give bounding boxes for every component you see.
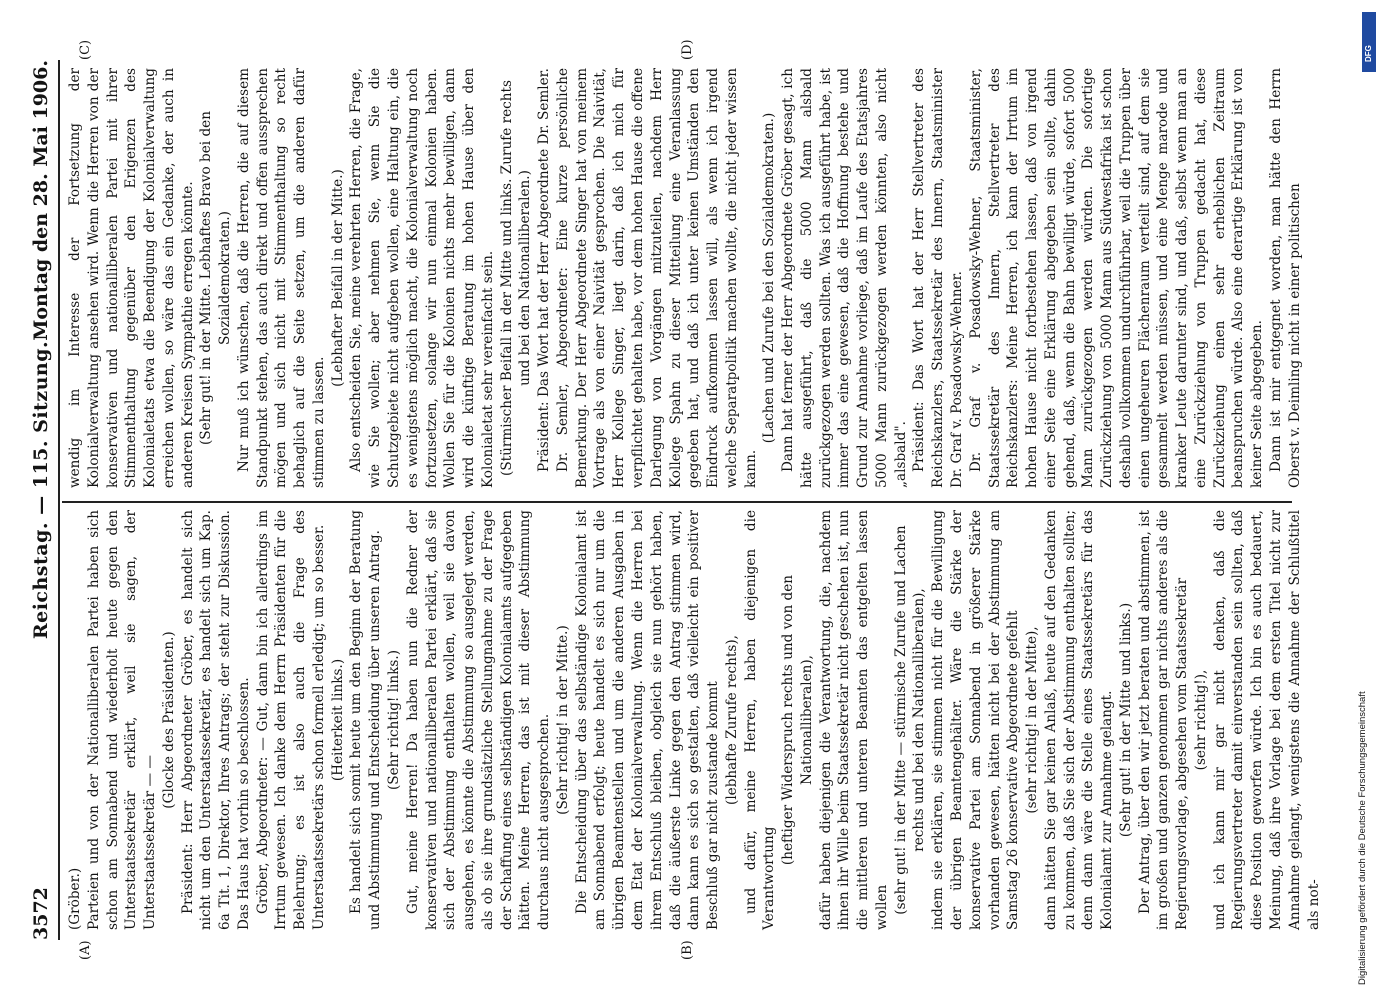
paragraph: und dafür, meine Herren, haben diejenigen die Verantwortung <box>742 510 778 930</box>
paragraph: Präsident: Das Wort hat der Herr Stellvertreter des Reichskanzlers, Staatssekretär des Innern, Staatsminister Dr. Graf v. Posadowsky-Wehner. <box>911 68 965 488</box>
stage-direction: (Sehr gut! in der Mitte. Lebhaftes Bravo bei den Sozialdemokraten.) <box>198 111 234 445</box>
margin-marker-a: (A) <box>78 940 93 960</box>
margin-marker-c: (C) <box>78 39 93 60</box>
stage-direction: (Lebhafter Beifall in der Mitte.) <box>329 169 346 387</box>
paragraph: Also entscheiden Sie, meine verehrten Herren, die Frage, wie Sie wollen; aber nehmen Sie, wenn Sie die Schutzgebiete nicht aufgeben wollen, eine Haltung ein, die es wenigstens möglich macht, die Kolonialverwaltung noch fortzusetzen, solange wir nun einmal Kolonien haben. Wollen Sie für die Kolonien nichts mehr bewilligen, dann wird die künftige Beratung im hohen Hause über den Kolonialetat sehr vereinfacht sein. <box>348 68 496 488</box>
speaker-tag: (Gröber.) <box>67 867 83 930</box>
paragraph: dafür haben diejenigen die Verantwortung, die, nachdem ihnen ihr Wille beim Staatssekretär nicht geschehen ist, nun die mittleren und unteren Beamten das entgelten lassen wollen <box>817 510 890 930</box>
paragraph: wendig im Interesse der Fortsetzung der Kolonialverwaltung ansehen wird. Wenn die Herren von der konservativen und nationalliberalen Partei mit ihrer Stimmenthaltung gegenüber den Erigenzen des Kolonialetats etwa die Beendigung der Kolonialverwaltung erreichen wollen, so wäre das ein Gedanke, der auch in anderen Kreisen Sympathie erregen könnte. <box>67 68 196 488</box>
paragraph: Präsident: Das Wort hat der Herr Abgeordnete Dr. Semler. <box>536 68 553 472</box>
paragraph: Dann hat ferner der Herr Abgeordnete Gröber gesagt, ich hätte ausgeführt, daß die 5000 Mann alsbald zurückgezogen werden sollten. Was ich ausgeführt habe, ist immer das eine gewesen, daß die Hoffnung bestehe und Grund zur Annahme vorliege, daß im Laufe des Etatsjahres 5000 Mann zurückgezogen werden könnten, also nicht „alsbald". <box>780 68 909 488</box>
paragraph: Nur muß ich wünschen, daß die Herren, die auf diesem Standpunkt stehen, das auch direkt und offen aussprechen mögen und sich nicht mit Stimmenthaltung so recht behaglich auf die Seite setzen, um die anderen dafür stimmen zu lassen. <box>235 68 327 488</box>
page-header <box>22 60 58 940</box>
paragraph: Gut, meine Herren! Da haben nun die Redner der konservativen und nationalliberalen Partei erklärt, daß sie sich der Abstimmung enthalten wollen, weil sie davon ausgehen, es könnte die Abstimmung so ausgelegt werden, als ob sie ihre grundsätzliche Stellungnahme zu der Frage der Schaffung eines selbständigen Kolonialamts aufgegeben hätten. Meine Herren, das ist mit dieser Abstimmung durchaus nicht ausgesprochen. <box>404 510 553 930</box>
digitization-credit <box>1357 95 1377 995</box>
stage-direction: (Sehr gut! in der Mitte und links.) <box>1117 602 1134 838</box>
dfg-logo <box>1362 12 1376 72</box>
stage-direction: (Stürmischer Beifall in der Mitte und links. Zurufe rechts und bei den Nationalliberalen.) <box>498 80 534 476</box>
paragraph: Gröber, Abgeordneter: — Gut, dann bin ich allerdings im Irrtum gewesen. Ich danke dem Herrn Präsidenten für die Belehrung; es ist also auch die Frage des Unterstaatssekretärs schon formell erledigt; um so besser. <box>254 510 327 930</box>
stage-direction: (heftiger Widerspruch rechts und von den Nationalliberalen), <box>780 574 815 866</box>
column-divider <box>62 502 1292 504</box>
paragraph: Präsident: Herr Abgeordneter Gröber, es handelt sich nicht um den Unterstaatssekretär, es handelt sich um Kap. 6a Tit. 1, Direktor, Ihres Antrags; der steht zur Diskussion. Das Haus hat vorhin so beschlossen. <box>179 510 252 930</box>
margin-marker-b: (B) <box>680 940 695 960</box>
stage-direction: (sehr gut! in der Mitte — stürmische Zurufe und Lachen rechts und bei den Nationalliberalen), <box>892 525 928 915</box>
stage-direction: (Sehr richtig! links.) <box>386 649 403 791</box>
stage-direction: (sehr richtig! in der Mitte), <box>1024 626 1041 814</box>
stage-direction: (lebhafte Zurufe rechts), <box>723 635 740 805</box>
paragraph: und ich kann mir gar nicht denken, daß die Regierungsvertreter damit einverstanden sein sollten, daß diese Position geworfen würde. Ich bin es auch bedauert, Meinung, daß ihre Vorlage bei dem ersten Titel nicht zur Annahme gelangt, wenigstens die Annahme der Schlußtitel als not- <box>1211 510 1322 930</box>
stage-direction: (Lachen und Zurufe bei den Sozialdemokraten.) <box>761 112 778 444</box>
left-column <box>66 510 1323 930</box>
right-column <box>66 68 1305 488</box>
paragraph: Dr. Graf v. Posadowsky-Wehner, Staatsminister, Staatssekretär des Innern, Stellvertreter des Reichskanzlers: Meine Herren, ich kann der Irrtum im hohen Hause nicht fortbestehen lassen, daß von irgend einer Seite eine Erklärung abgegeben sein sollte, dahin gehend, daß, wenn die Bahn bewilligt würde, sofort 5000 Mann zurückgezogen werden würden. Die sofortige Zurückziehung von 5000 Mann aus Südwestafrika ist schon deshalb vollkommen undurchführbar, weil die Truppen über einen ungeheuren Flächenraum verteilt sind, auf dem sie gesammelt werden müssen, und eine Menge marode und kranker Leute darunter sind, und daß, selbst wenn man an eine Zurückziehung von Truppen gedacht hat, diese Zurückziehung einen sehr erheblichen Zeitraum beanspruchen würde. Also eine derartige Erklärung ist von keiner Seite abgegeben. <box>967 68 1266 488</box>
paragraph: Dann ist mir entgegnet worden, man hätte den Herrn Oberst v. Deimling nicht in einer politischen <box>1268 68 1303 488</box>
page-number: 3572 <box>30 887 52 940</box>
header-rule <box>58 60 60 940</box>
session-date: Montag den 28. Mai 1906. <box>30 60 52 341</box>
paragraph: indem sie erklären, sie stimmen nicht für die Bewilligung der übrigen Beamtengehälter. Wäre die Stärke der konservative Partei am Sonnabend in größerer Stärke vorhanden gewesen, hätten nicht bei der Abstimmung am Samstag 26 konservative Abgeordnete gefehlt <box>930 510 1022 930</box>
paragraph: Dr. Semler, Abgeordneter: Eine kurze persönliche Bemerkung. Der Herr Abgeordnete Singer hat von meinem Vortrage als von einer Naivität gesprochen. Die Naivität, Herr Kollege Singer, liegt darin, daß ich mich für verpflichtet gehalten habe, vor dem hohen Hause die offene Darlegung von Vorgängen mitzuteilen, nachdem Herr Kollege Spahn zu dieser Mitteilung eine Veranlassung gegeben hat, und daß ich unter keinen Umständen den Eindruck aufkommen lassen will, als wenn ich irgend welche Separatpolitik machen wollte, die nicht jeder wissen kann. <box>554 68 759 488</box>
stage-direction: (Glocke des Präsidenten.) <box>160 631 177 809</box>
paragraph: Der Antrag, über den wir jetzt beraten und abstimmen, ist im großen und ganzen genommen gar nichts anderes als die Regierungsvorlage, abgesehen vom Staatssekretär <box>1136 510 1191 930</box>
paragraph: Parteien und von der Nationalliberalen Partei haben sich schon am Sonnabend und wiederholt heute gegen den Unterstaatssekretär erklärt, weil sie sagen, der Unterstaatssekretär — — <box>85 510 159 930</box>
session-title: Reichstag. — 115. Sitzung. <box>30 340 52 640</box>
stage-direction: (Sehr richtig! in der Mitte.) <box>554 625 571 815</box>
stage-direction: (sehr richtig!), <box>1192 669 1209 771</box>
stage-direction: (Heiterkeit links.) <box>329 658 346 782</box>
paragraph: dann hätten Sie gar keinen Anlaß, heute auf den Gedanken zu kommen, daß Sie sich der Abstimmung enthalten sollten; denn dann wäre die Stelle eines Staatssekretärs für das Kolonialamt zur Annahme gelangt. <box>1042 510 1116 930</box>
credit-text: Digitalisierung gefördert durch die Deutsche Forschungsgemeinschaft <box>1357 691 1368 985</box>
paragraph: Es handelt sich somit heute um den Beginn der Beratung und Abstimmung und Entscheidung über unseren Antrag. <box>348 510 384 930</box>
paragraph: Die Entscheidung über das selbständige Kolonialamt ist am Sonnabend erfolgt; heute handelt es sich nur um die übrigen Beamtenstellen und um die anderen Ausgaben in dem Etat der Kolonialverwaltung. Wenn die Herren bei ihrem Entschluß bleiben, obgleich sie nun gehört haben, daß die äußerste Linke gegen den Antrag stimmen wird, dann kann es sich so gestalten, daß vielleicht ein positiver Beschluß gar nicht zustande kommt <box>573 510 722 930</box>
dfg-logo-text: DFG <box>1364 45 1373 62</box>
margin-marker-d: (D) <box>680 39 695 60</box>
